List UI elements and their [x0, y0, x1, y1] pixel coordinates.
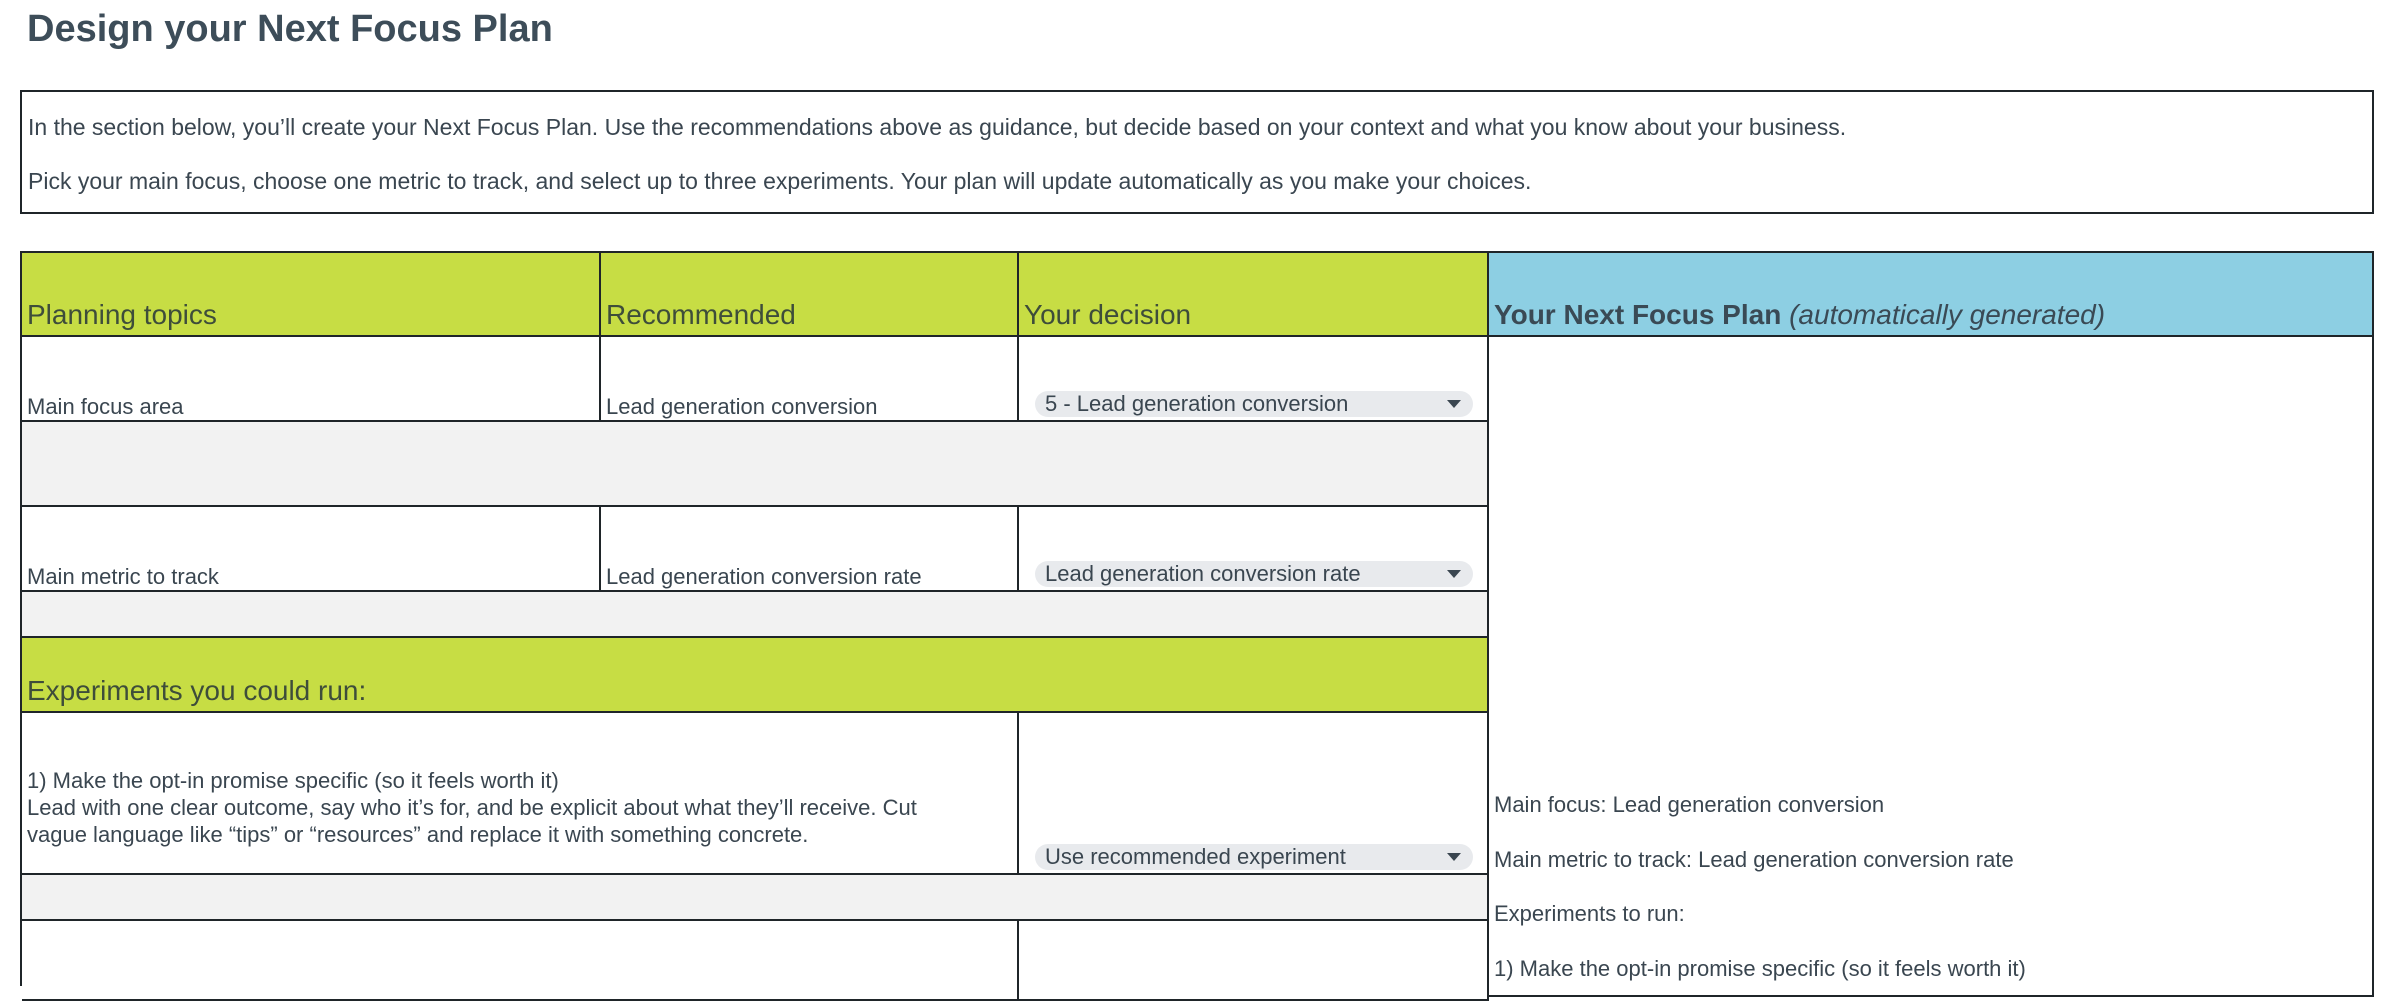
header-planning-topics: Planning topics — [22, 253, 601, 337]
header-your-decision: Your decision — [1019, 253, 1489, 337]
spacer-row — [22, 422, 1489, 507]
main-focus-dropdown[interactable] — [1035, 391, 1473, 417]
experiments-header: Experiments you could run: — [22, 638, 1489, 713]
row-main-focus-recommended: Lead generation conversion — [601, 337, 1019, 422]
experiment-1-body-line-2: vague language like “tips” or “resources” and replace it with something concrete. — [27, 822, 809, 847]
main-focus-dropdown-value: 5 - Lead generation conversion — [1045, 391, 1349, 416]
main-metric-dropdown[interactable] — [1035, 561, 1473, 587]
experiment-1-dropdown-value: Use recommended experiment — [1045, 844, 1346, 869]
header-recommended: Recommended — [601, 253, 1019, 337]
intro-line-1: In the section below, you’ll create your Next Focus Plan. Use the recommendations above as guidance, but decide based on your context and what you know about your business. — [28, 114, 1847, 140]
plan-main-focus: Main focus: Lead generation conversion — [1494, 792, 1885, 817]
plan-experiment-1: 1) Make the opt-in promise specific (so it feels worth it) — [1494, 956, 2026, 981]
row-main-metric-recommended: Lead generation conversion rate — [601, 507, 1019, 592]
plan-main-metric: Main metric to track: Lead generation conversion rate — [1494, 847, 2014, 872]
main-metric-dropdown-value: Lead generation conversion rate — [1045, 561, 1361, 586]
next-focus-plan-panel — [1489, 337, 2374, 997]
experiment-2-decision-cell — [1019, 921, 1489, 1001]
spacer-row — [22, 592, 1489, 638]
chevron-down-icon — [1447, 853, 1461, 861]
intro-box — [20, 90, 2374, 214]
plan-experiments-label: Experiments to run: — [1494, 901, 1685, 926]
spacer-row — [22, 875, 1489, 921]
experiment-1-title: 1) Make the opt-in promise specific (so it feels worth it) — [27, 768, 559, 793]
experiment-1-body-line-1: Lead with one clear outcome, say who it’s for, and be explicit about what they’ll receive. Cut — [27, 795, 917, 820]
intro-line-2: Pick your main focus, choose one metric to track, and select up to three experiments. Your plan will update automatically as you make your choices. — [28, 168, 1532, 194]
page-title: Design your Next Focus Plan — [27, 8, 553, 50]
row-main-focus-topic: Main focus area — [22, 337, 601, 422]
experiment-1-description — [22, 713, 1019, 875]
row-main-focus-decision-cell — [1019, 337, 1489, 422]
chevron-down-icon — [1447, 570, 1461, 578]
experiment-1-decision-cell — [1019, 713, 1489, 875]
plan-header-italic: (automatically generated) — [1789, 299, 2106, 330]
plan-header-bold: Your Next Focus Plan — [1494, 299, 1782, 330]
header-next-focus-plan — [1489, 253, 2374, 337]
row-main-metric-decision-cell — [1019, 507, 1489, 592]
row-main-metric-topic: Main metric to track — [22, 507, 601, 592]
experiment-1-dropdown[interactable] — [1035, 844, 1473, 870]
chevron-down-icon — [1447, 400, 1461, 408]
experiment-2-description — [22, 921, 1019, 1001]
